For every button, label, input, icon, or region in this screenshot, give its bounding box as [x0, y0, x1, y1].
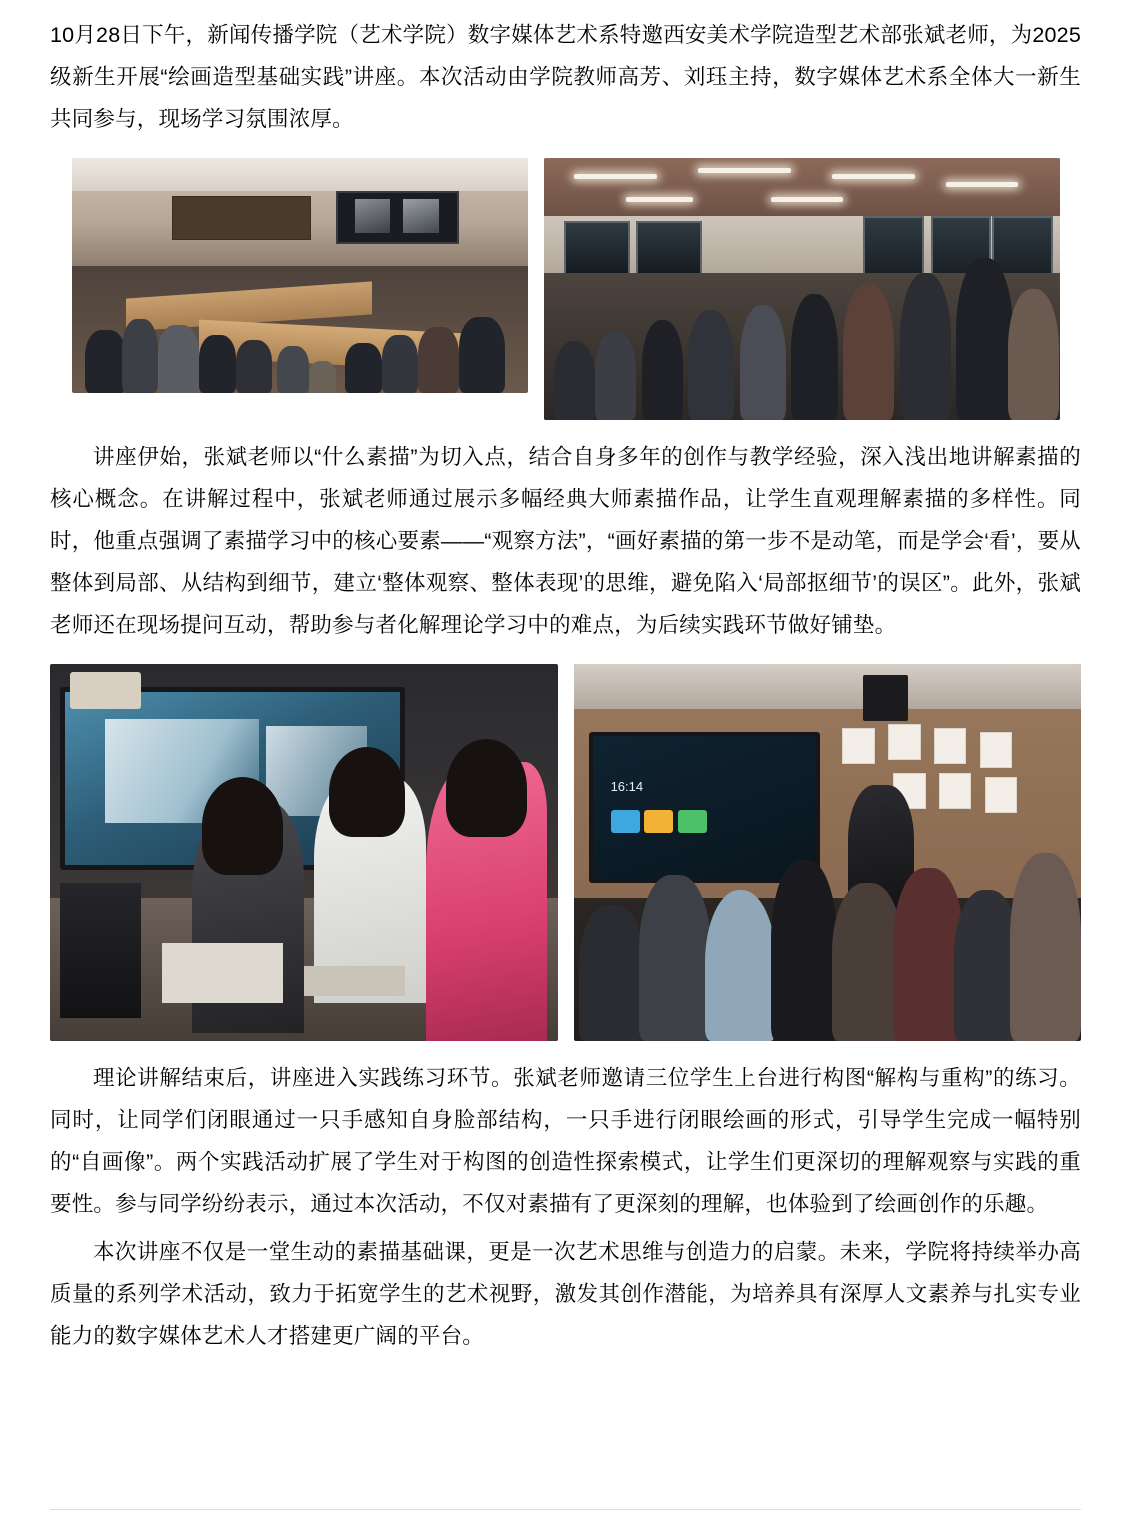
- paragraph-3: 理论讲解结束后，讲座进入实践练习环节。张斌老师邀请三位学生上台进行构图“解构与重构”的练习。同时，让同学们闭眼通过一只手感知自身脸部结构，一只手进行闭眼绘画的形式，引导学生完成一幅特别的“自画像”。两个实践活动扩展了学生对于构图的创造性探索模式，让学生们更深切的理解观察与实践的重要性。参与同学纷纷表示，通过本次活动，不仅对素描有了更深刻的理解，也体验到了绘画创作的乐趣。: [50, 1066, 1081, 1216]
- photo-practice-table: [50, 664, 558, 1041]
- paragraph-2: 讲座伊始，张斌老师以“什么素描”为切入点，结合自身多年的创作与教学经验，深入浅出地讲解素描的核心概念。在讲解过程中，张斌老师通过展示多幅经典大师素描作品，让学生直观理解素描的多样性。同时，他重点强调了素描学习中的核心要素——“观察方法”，“画好素描的第一步不是动笔，而是学会‘看’，要从整体到局部、从结构到细节，建立‘整体观察、整体表现’的思维，避免陷入‘局部抠细节’的误区”。此外，张斌老师还在现场提问互动，帮助参与者化解理论学习中的难点，为后续实践环节做好铺垫。: [50, 445, 1081, 637]
- paragraph-4: 本次讲座不仅是一堂生动的素描基础课，更是一次艺术思维与创造力的启蒙。未来，学院将持续举办高质量的系列学术活动，致力于拓宽学生的艺术视野，激发其创作潜能，为培养具有深厚人文素养与扎实专业能力的数字媒体艺术人才搭建更广阔的平台。: [50, 1240, 1081, 1348]
- footer-divider: [50, 1509, 1081, 1510]
- photo-screen-demo: [574, 664, 1082, 1041]
- photo-classroom-lecture: [72, 158, 528, 393]
- photo-lecture-hall: [544, 158, 1060, 420]
- figure-row-2: [50, 664, 1081, 1041]
- screen-clock: 16:14: [610, 778, 644, 794]
- figure-row-1: [50, 158, 1081, 420]
- paragraph-1: 10月28日下午，新闻传播学院（艺术学院）数字媒体艺术系特邀西安美术学院造型艺术部张斌老师，为2025级新生开展“绘画造型基础实践”讲座。本次活动由学院教师高芳、刘珏主持，数字媒体艺术系全体大一新生共同参与，现场学习氛围浓厚。: [50, 23, 1081, 131]
